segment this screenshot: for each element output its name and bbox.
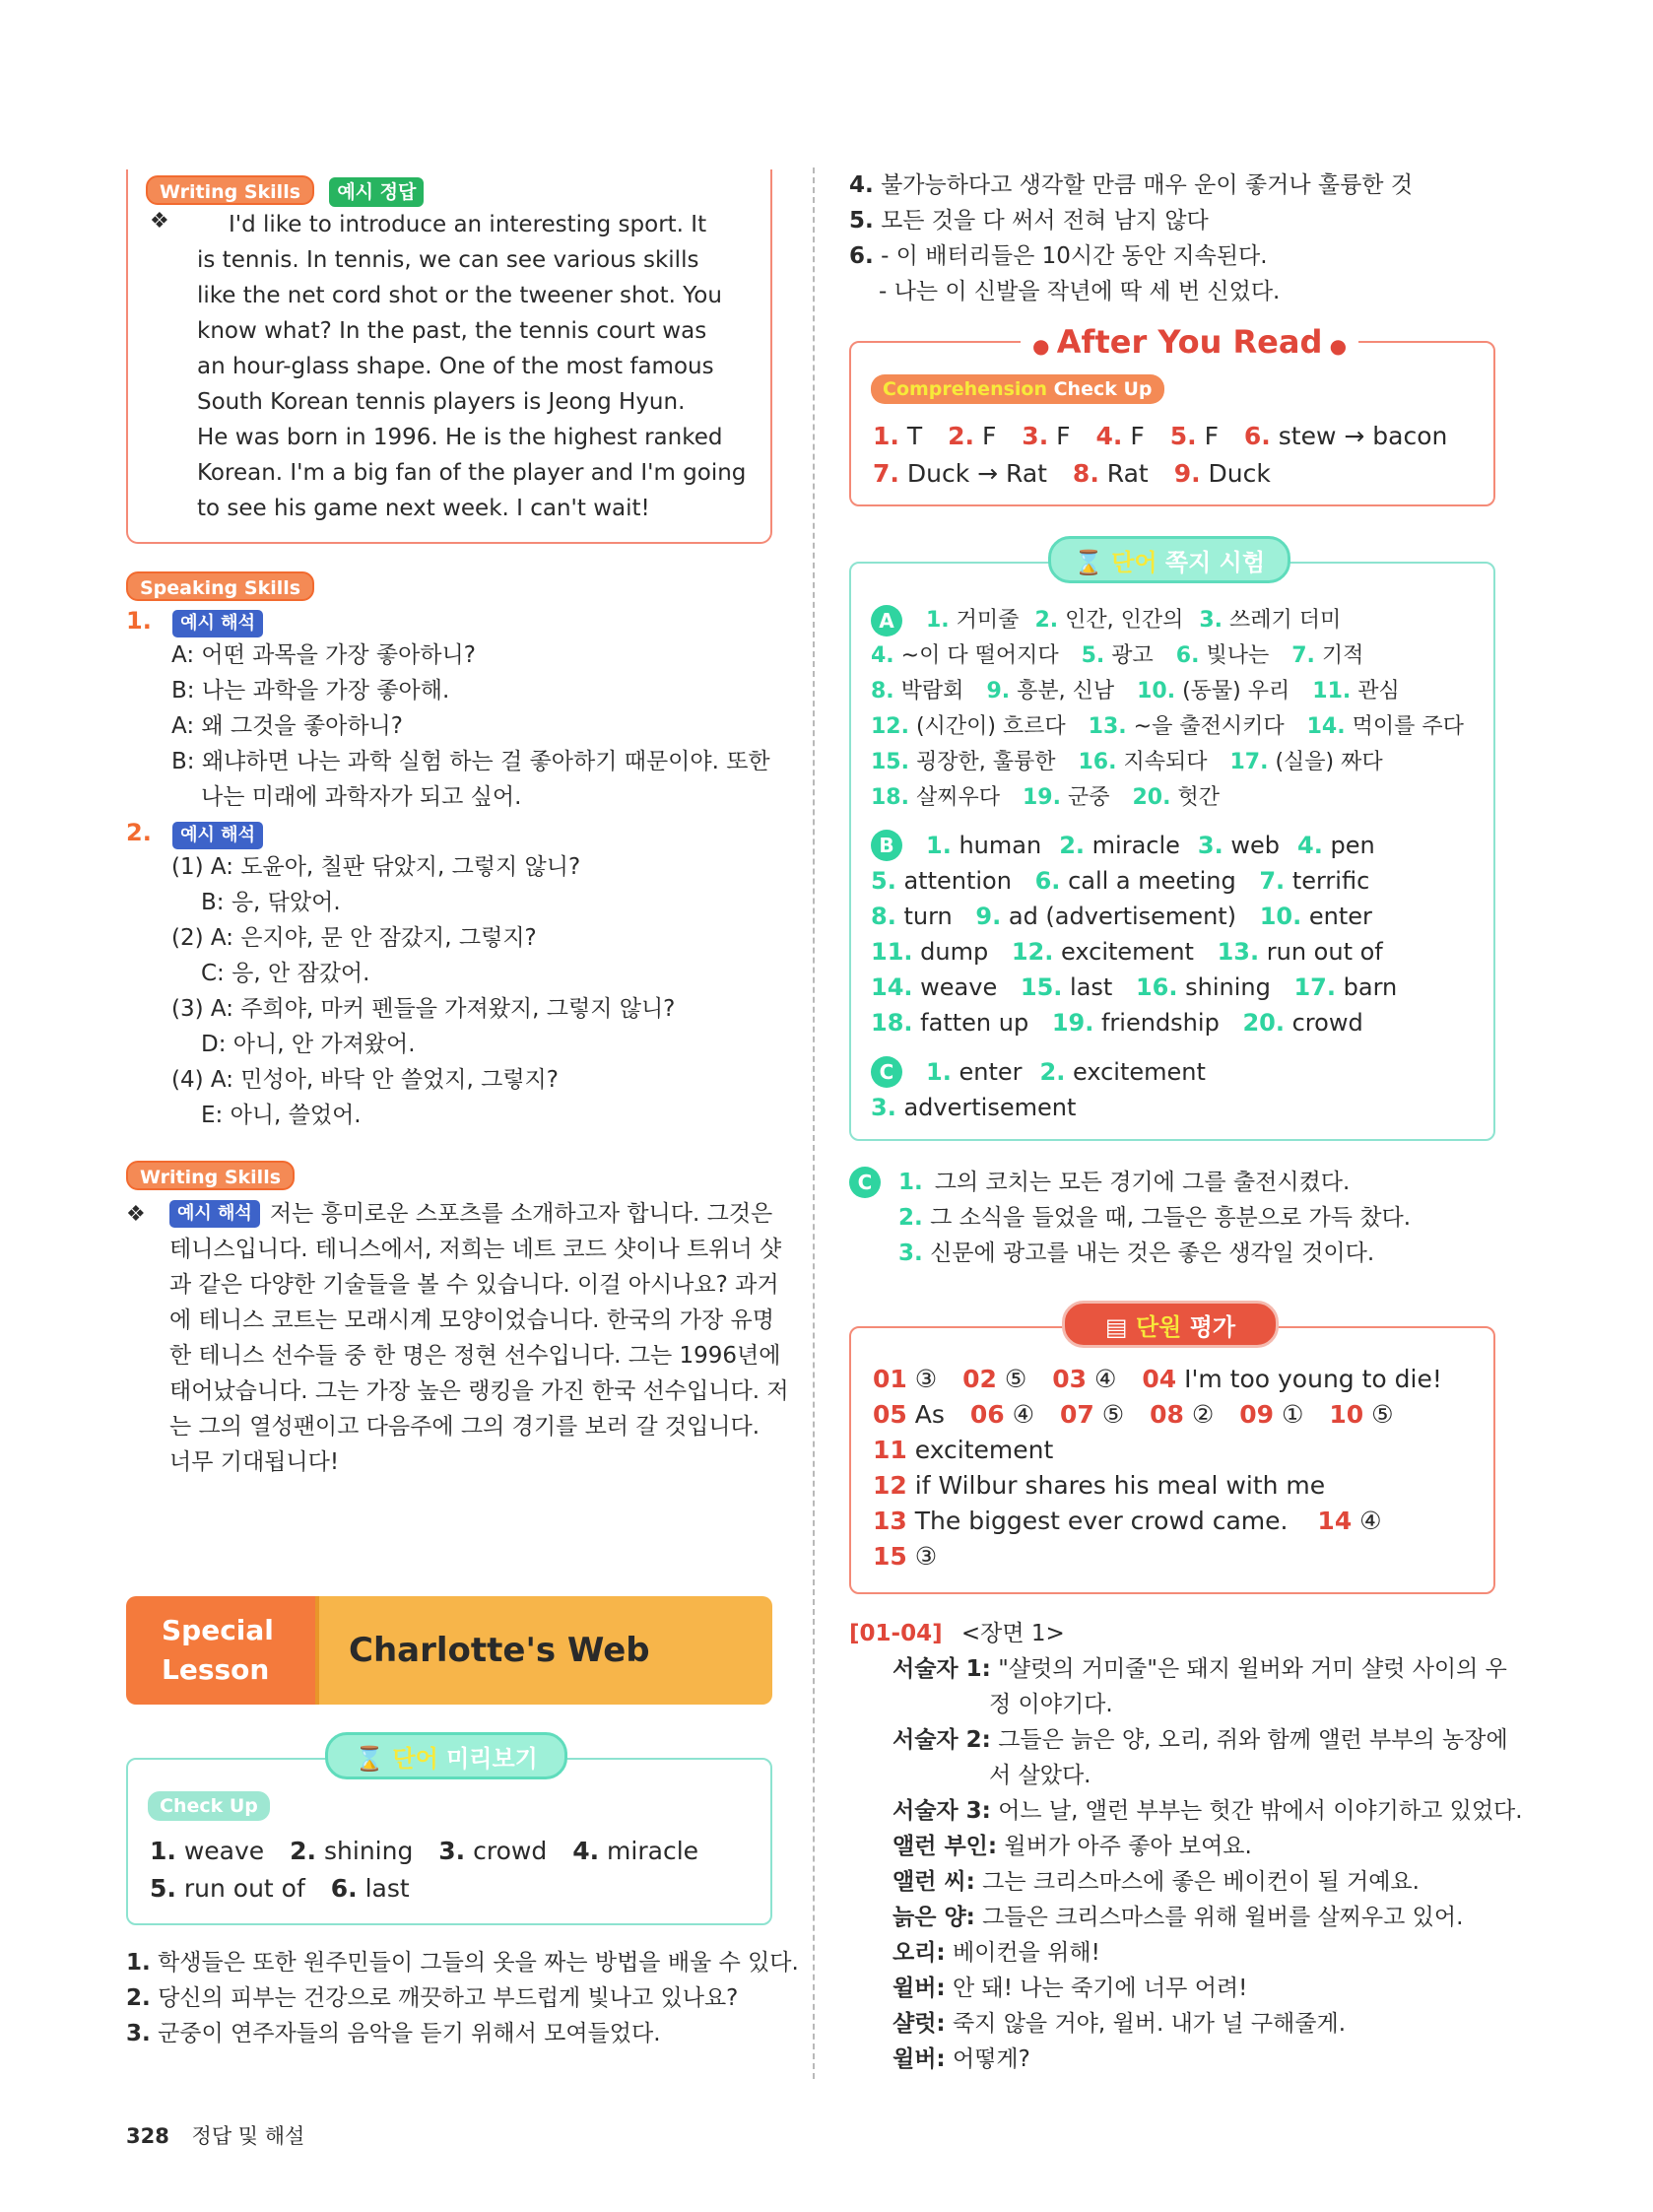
answer-value: Rat [1106, 459, 1149, 488]
answer-number: 6. [1243, 422, 1271, 450]
comprehension-pill [871, 374, 1164, 404]
special-lesson-tag-line: Lesson [162, 1653, 270, 1686]
sentence-number: 1. [898, 1170, 923, 1195]
quiz-number: 5. [1081, 643, 1105, 668]
quiz-number: 1. [926, 1058, 952, 1086]
item-number: 4. [849, 172, 874, 198]
quiz-number: 4. [871, 643, 894, 668]
quiz-section-c [871, 1054, 1206, 1125]
quiz-number: 2. [1034, 608, 1059, 633]
dialogue-line: D: 아니, 안 가져왔어. [201, 1032, 416, 1057]
quiz-answer: excitement [1072, 1058, 1206, 1086]
quiz-number: 2. [1059, 832, 1086, 859]
banner-rest: 평가 [1181, 1313, 1236, 1341]
writing-line: know what? In the past, the tennis court was [197, 318, 707, 344]
answer-number: 05 [873, 1400, 907, 1429]
answer-number: 6. [330, 1874, 358, 1903]
answer-value: if Wilbur shares his meal with me [914, 1471, 1326, 1500]
quiz-answer: 헛간 [1177, 785, 1220, 810]
answer-value: F [1204, 422, 1219, 450]
answer-number: 11 [873, 1436, 907, 1464]
quiz-answer: 광고 [1111, 643, 1154, 668]
example-translation-badge: 예시 해석 [172, 822, 263, 849]
special-lesson-title: Charlotte's Web [349, 1631, 650, 1670]
after-you-read-title: After You Read [1056, 323, 1323, 361]
banner-word: 단어 [392, 1745, 438, 1773]
quiz-number: 17. [1229, 750, 1269, 774]
quiz-number: 6. [1175, 643, 1200, 668]
answer-number: 1. [150, 1837, 176, 1865]
speaker: 오리: [893, 1940, 946, 1966]
quiz-answer: advertisement [903, 1094, 1077, 1121]
quiz-number: 3. [871, 1094, 896, 1121]
quiz-answer: ~을 출전시키다 [1133, 714, 1285, 739]
answer-number: 3. [1022, 422, 1049, 450]
speech: 그들은 늙은 양, 오리, 쥐와 함께 앨런 부부의 농장에 [998, 1727, 1508, 1753]
answer-number: 1. [873, 422, 899, 450]
writing-line: is tennis. In tennis, we can see various skills [197, 247, 699, 273]
quiz-answer: attention [903, 867, 1012, 895]
answer-value: ④ [1094, 1365, 1117, 1393]
special-lesson-banner [126, 1596, 772, 1705]
dialogue-line: E: 아니, 쓸었어. [201, 1103, 362, 1128]
quiz-number: 19. [1051, 1009, 1094, 1037]
quiz-answer: crowd [1291, 1009, 1363, 1037]
speaker: 앨런 씨: [893, 1869, 975, 1895]
quiz-number: 10. [1259, 903, 1302, 930]
quiz-number: 11. [871, 938, 913, 966]
quiz-number: 18. [871, 785, 909, 810]
answer-value: excitement [914, 1436, 1054, 1464]
answer-number: 15 [873, 1542, 907, 1571]
sentence-number: 2. [898, 1205, 923, 1231]
quiz-answer: friendship [1100, 1009, 1220, 1037]
answer-number: 9. [1173, 459, 1201, 488]
sentence-text: 학생들은 또한 원주민들이 그들의 옷을 짜는 방법을 배울 수 있다. [158, 1950, 799, 1976]
script-section [849, 1616, 1523, 2077]
check-up-pill-wrap [148, 1791, 270, 1821]
answer-value: ④ [1012, 1400, 1035, 1429]
answer-number: 4. [572, 1837, 600, 1865]
writing-line: like the net cord shot or the tweener shot. You [197, 283, 722, 308]
quiz-answer: 먹이를 주다 [1352, 714, 1464, 739]
writing-line: He was born in 1996. He is the highest ranked [197, 425, 723, 450]
answer-word: run out of [183, 1874, 305, 1903]
special-lesson-title-area [315, 1596, 772, 1705]
item-text: 불가능하다고 생각할 만큼 매우 운이 좋거나 훌륭한 것 [881, 172, 1414, 198]
speech: 베이컨을 위해! [952, 1940, 1100, 1966]
after-you-read-title-wrap [1021, 321, 1358, 363]
translation-line: 너무 기대됩니다! [169, 1449, 340, 1475]
banner-rest: 쪽지 시험 [1157, 549, 1266, 576]
writing-line: to see his game next week. I can't wait! [197, 496, 650, 521]
special-lesson-tag [126, 1596, 315, 1705]
sentence-text: 당신의 피부는 건강으로 깨끗하고 부드럽게 빛나고 있나요? [158, 1985, 739, 2011]
banner-word: 단원 [1135, 1313, 1182, 1341]
unit-test-banner [1062, 1301, 1279, 1348]
quiz-answer: web [1230, 832, 1281, 859]
writing-skills-pill: Writing Skills [146, 175, 314, 205]
quiz-number: 9. [975, 903, 1002, 930]
quiz-answer: terrific [1291, 867, 1370, 895]
writing-line: an hour-glass shape. One of the most famous [197, 354, 714, 379]
quiz-answer: 군중 [1067, 785, 1110, 810]
quiz-answer: 흥분, 신남 [1017, 679, 1115, 704]
quiz-number: 2. [1039, 1058, 1066, 1086]
answer-value: Duck → Rat [906, 459, 1047, 488]
word-preview-banner [325, 1732, 567, 1779]
speech: 그는 크리스마스에 좋은 베이컨이 될 거예요. [982, 1869, 1420, 1895]
answer-value: ⑤ [1004, 1365, 1027, 1393]
answer-value: ⑤ [1101, 1400, 1125, 1429]
quiz-number: 11. [1312, 679, 1352, 704]
quiz-answer: call a meeting [1068, 867, 1236, 895]
quiz-number: 12. [871, 714, 909, 739]
speaking-skills-section [126, 571, 776, 1133]
quiz-answer: 관심 [1357, 679, 1400, 704]
speech: 그들은 크리스마스를 위해 윌버를 살찌우고 있어. [982, 1905, 1464, 1930]
quiz-answer: (실을) 짜다 [1275, 750, 1383, 774]
answer-value: The biggest ever crowd came. [914, 1507, 1289, 1535]
answer-value: T [906, 422, 923, 450]
answer-number: 7. [873, 459, 899, 488]
sentence-number: 1. [126, 1950, 151, 1976]
answer-number: 03 [1052, 1365, 1088, 1393]
quiz-answer: pen [1330, 832, 1375, 859]
speaker: 앨런 부인: [893, 1834, 998, 1859]
script-range: [01-04] [849, 1621, 943, 1646]
example-translation-badge: 예시 해석 [169, 1200, 260, 1228]
speech: 서 살았다. [989, 1763, 1091, 1788]
quiz-section-a [871, 603, 1464, 816]
question-number: 2. [126, 819, 152, 846]
answer-number: 07 [1059, 1400, 1094, 1429]
dialogue-line: B: 응, 닦았어. [201, 890, 341, 915]
answer-number: 02 [962, 1365, 997, 1393]
example-answer-badge: 예시 정답 [329, 177, 424, 207]
quiz-number: 5. [871, 867, 896, 895]
answer-value: Duck [1208, 459, 1271, 488]
quiz-answer: 지속되다 [1123, 750, 1208, 774]
c-translation-section [849, 1165, 1499, 1271]
sentence-text: 신문에 광고를 내는 것은 좋은 생각일 것이다. [930, 1240, 1375, 1266]
quiz-answer: 살찌우다 [915, 785, 1000, 810]
dialogue-line: (1) A: 도윤아, 칠판 닦았지, 그렇지 않니? [171, 854, 581, 880]
speaker: 윌버: [893, 1976, 946, 2001]
answer-value: ③ [914, 1365, 938, 1393]
answer-value: ③ [914, 1542, 938, 1571]
speech: 어느 날, 앨런 부부는 헛간 밖에서 이야기하고 있었다. [998, 1798, 1523, 1824]
answer-number: 2. [290, 1837, 317, 1865]
quiz-number: 16. [1135, 973, 1178, 1001]
answer-value: stew → bacon [1278, 422, 1448, 450]
question-number: 1. [126, 607, 152, 635]
answer-number: 8. [1072, 459, 1099, 488]
footer-label: 정답 및 해설 [191, 2124, 305, 2148]
speech: 윌버가 아주 좋아 보여요. [1004, 1834, 1252, 1859]
quiz-answer: miracle [1091, 832, 1180, 859]
answer-number: 04 [1142, 1365, 1177, 1393]
unit-test-answers [873, 1362, 1442, 1575]
answer-word: last [364, 1874, 410, 1903]
book-icon: ▤ [1104, 1313, 1128, 1341]
quiz-number: 20. [1132, 785, 1171, 810]
writing-skills-pill: Writing Skills [126, 1161, 295, 1190]
dialogue-line: B: 왜냐하면 나는 과학 실험 하는 걸 좋아하기 때문이야. 또한 [171, 749, 770, 774]
sentence-number: 2. [126, 1985, 151, 2011]
quiz-answer: fatten up [920, 1009, 1029, 1037]
quiz-number: 16. [1078, 750, 1117, 774]
answer-value: As [914, 1400, 945, 1429]
writing-skills-header [146, 175, 424, 207]
sentence-text: 그의 코치는 모든 경기에 그를 출전시켰다. [934, 1170, 1351, 1195]
speech: 죽지 않을 거야, 윌버. 내가 널 구해줄게. [952, 2011, 1347, 2037]
speaker: 서술자 3: [893, 1798, 991, 1824]
translation-line: 한 테니스 선수들 중 한 명은 정현 선수입니다. 그는 1996년에 [169, 1343, 781, 1369]
answer-value: ① [1281, 1400, 1304, 1429]
writing-answer-text [197, 207, 757, 526]
quiz-number: 9. [986, 679, 1011, 704]
answer-number: 08 [1150, 1400, 1184, 1429]
quiz-number: 13. [1088, 714, 1127, 739]
sentence-number: 3. [898, 1240, 923, 1266]
answer-value: F [981, 422, 997, 450]
writing-line: Korean. I'm a big fan of the player and I'm going [197, 460, 747, 486]
translation-line: 에 테니스 코트는 모래시계 모양이었습니다. 한국의 가장 유명 [169, 1307, 774, 1333]
writing-line: South Korean tennis players is Jeong Hyun. [197, 389, 686, 415]
speaking-skills-pill: Speaking Skills [126, 571, 314, 601]
answer-number: 10 [1329, 1400, 1364, 1429]
sentence-text: 군중이 연주자들의 음악을 듣기 위해서 모여들었다. [158, 2021, 661, 2046]
column-divider [813, 168, 815, 2079]
quiz-answer: shining [1185, 973, 1271, 1001]
banner-rest: 미리보기 [437, 1745, 538, 1773]
translation-line: 과 같은 다양한 기술들을 볼 수 있습니다. 이걸 아시나요? 과거 [169, 1272, 779, 1298]
speaker: 늙은 양: [893, 1905, 975, 1930]
quiz-number: 1. [926, 832, 952, 859]
quiz-section-b [871, 828, 1397, 1040]
answer-word: shining [324, 1837, 414, 1865]
writing-line: I'd like to introduce an interesting sport. It [229, 212, 707, 237]
comprehension-pill-rest: Check Up [1047, 378, 1153, 400]
quiz-number: 12. [1011, 938, 1054, 966]
speech: 어떻게? [952, 2046, 1030, 2072]
section-c-badge: C [871, 1056, 902, 1088]
quiz-answer: barn [1343, 973, 1398, 1001]
dialogue-line: (3) A: 주희야, 마커 펜들을 가져왔지, 그렇지 않니? [171, 996, 676, 1022]
translation-line: 태어났습니다. 그는 가장 높은 랭킹을 가진 한국 선수입니다. 저 [169, 1378, 789, 1404]
quiz-number: 1. [926, 608, 950, 633]
special-lesson-tag-line: Special [162, 1614, 274, 1646]
dialogue-line: C: 응, 안 잠갔어. [201, 961, 370, 986]
item-number: 5. [849, 208, 874, 234]
speaker: 샬럿: [893, 2011, 946, 2037]
page-footer [126, 2120, 304, 2150]
dialogue-line: B: 나는 과학을 가장 좋아해. [171, 678, 450, 704]
preview-answers [150, 1833, 698, 1908]
quiz-icon: ⌛ [355, 1745, 385, 1773]
speaker: 윌버: [893, 2046, 946, 2072]
quiz-answer: last [1070, 973, 1113, 1001]
quiz-answer: 쓰레기 더미 [1229, 608, 1342, 633]
title-dot-icon: ● [1329, 334, 1348, 358]
preview-sentences [126, 1945, 799, 2051]
quiz-number: 19. [1023, 785, 1061, 810]
quiz-answer: enter [959, 1058, 1023, 1086]
answer-value: F [1130, 422, 1145, 450]
quiz-number: 15. [871, 750, 909, 774]
quiz-number: 8. [871, 903, 896, 930]
section-a-badge: A [871, 605, 902, 637]
word-quiz-banner [1048, 536, 1290, 583]
quiz-number: 15. [1020, 973, 1063, 1001]
answer-number: 5. [150, 1874, 176, 1903]
answer-number: 09 [1239, 1400, 1275, 1429]
quiz-number: 17. [1293, 973, 1336, 1001]
example-translation-badge: 예시 해석 [172, 610, 263, 637]
sentence-number: 3. [126, 2021, 151, 2046]
comprehension-pill-word: Comprehension [883, 378, 1047, 400]
dialogue-line: A: 왜 그것을 좋아하니? [171, 713, 403, 739]
quiz-answer: 기적 [1321, 643, 1364, 668]
answer-word: miracle [607, 1837, 699, 1865]
item-text: 모든 것을 다 써서 전혀 남지 않다 [881, 208, 1209, 234]
dialogue-line: A: 어떤 과목을 가장 좋아하니? [171, 642, 476, 668]
answer-number: 5. [1169, 422, 1197, 450]
speaker: 서술자 2: [893, 1727, 991, 1753]
writing-translation-section [126, 1161, 789, 1480]
answer-number: 14 [1317, 1507, 1353, 1535]
speech: "샬럿의 거미줄"은 돼지 윌버와 거미 샬럿 사이의 우 [998, 1656, 1507, 1682]
section-c-badge: C [849, 1167, 881, 1198]
quiz-answer: 거미줄 [956, 608, 1020, 633]
quiz-answer: (시간이) 흐르다 [915, 714, 1066, 739]
answer-word: crowd [473, 1837, 548, 1865]
banner-word: 단어 [1111, 549, 1157, 576]
speech: 안 돼! 나는 죽기에 너무 어려! [952, 1976, 1248, 2001]
item-text: - 이 배터리들은 10시간 동안 지속된다. [881, 243, 1268, 269]
after-answers [873, 418, 1447, 493]
quiz-answer: weave [920, 973, 998, 1001]
quiz-answer: ad (advertisement) [1008, 903, 1237, 930]
translation-line: 저는 흥미로운 스포츠를 소개하고자 합니다. 그것은 [269, 1201, 773, 1227]
quiz-number: 6. [1034, 867, 1061, 895]
answer-value: ② [1191, 1400, 1215, 1429]
translation-line: 는 그의 열성팬이고 다음주에 그의 경기를 보러 갈 것입니다. [169, 1414, 760, 1440]
quiz-number: 14. [871, 973, 913, 1001]
answer-value: I'm too young to die! [1184, 1365, 1442, 1393]
quiz-number: 18. [871, 1009, 913, 1037]
quiz-number: 7. [1291, 643, 1315, 668]
speech: 정 이야기다. [989, 1692, 1113, 1717]
answer-number: 01 [873, 1365, 907, 1393]
script-scene: <장면 1> [960, 1621, 1065, 1646]
quiz-answer: turn [903, 903, 953, 930]
quiz-answer: run out of [1266, 938, 1383, 966]
item-number: 6. [849, 243, 874, 269]
dialogue-line: (2) A: 은지야, 문 안 잠갔지, 그렇지? [171, 925, 537, 951]
speaker: 서술자 1: [893, 1656, 991, 1682]
quiz-answer: 굉장한, 훌륭한 [915, 750, 1056, 774]
quiz-number: 3. [1197, 832, 1223, 859]
check-up-pill: Check Up [148, 1791, 270, 1821]
answer-value: ④ [1359, 1507, 1382, 1535]
answer-number: 4. [1095, 422, 1123, 450]
quiz-number: 4. [1297, 832, 1323, 859]
sentence-text: 그 소식을 들었을 때, 그들은 흥분으로 가득 찼다. [930, 1205, 1412, 1231]
quiz-answer: dump [920, 938, 989, 966]
quiz-answer: 박람회 [900, 679, 964, 704]
quiz-answer: excitement [1061, 938, 1194, 966]
quiz-answer: ~이 다 떨어지다 [900, 643, 1059, 668]
quiz-number: 8. [871, 679, 894, 704]
answer-value: ⑤ [1371, 1400, 1394, 1429]
answer-word: weave [183, 1837, 265, 1865]
quiz-answer: 빛나는 [1206, 643, 1270, 668]
dialogue-line: 나는 미래에 과학자가 되고 싶어. [201, 784, 522, 810]
writing-answer-bullet: ❖ [150, 209, 169, 234]
quiz-number: 7. [1259, 867, 1286, 895]
quiz-number: 20. [1242, 1009, 1285, 1037]
translation-line: 테니스입니다. 테니스에서, 저희는 네트 코드 샷이나 트위너 샷 [169, 1237, 782, 1262]
answer-value: F [1056, 422, 1071, 450]
dialogue-line: (4) A: 민성아, 바닥 안 쓸었지, 그렇지? [171, 1067, 559, 1093]
quiz-icon: ⌛ [1073, 549, 1103, 576]
quiz-answer: human [959, 832, 1042, 859]
item-text: - 나는 이 신발을 작년에 딱 세 번 신었다. [879, 279, 1281, 304]
answer-number: 06 [969, 1400, 1005, 1429]
section-b-badge: B [871, 830, 902, 861]
quiz-answer: 인간, 인간의 [1065, 608, 1184, 633]
answer-number: 13 [873, 1507, 907, 1535]
answer-number: 2. [948, 422, 974, 450]
quiz-answer: (동물) 우리 [1182, 679, 1290, 704]
writing-translation-bullet: ❖ [126, 1201, 146, 1227]
answer-number: 12 [873, 1471, 907, 1500]
answer-number: 3. [438, 1837, 466, 1865]
top-answers [849, 168, 1499, 309]
quiz-number: 14. [1306, 714, 1346, 739]
title-dot-icon: ● [1032, 334, 1050, 358]
quiz-number: 3. [1199, 608, 1223, 633]
quiz-number: 10. [1137, 679, 1176, 704]
quiz-number: 13. [1217, 938, 1260, 966]
quiz-answer: enter [1308, 903, 1372, 930]
page-number: 328 [126, 2124, 169, 2148]
